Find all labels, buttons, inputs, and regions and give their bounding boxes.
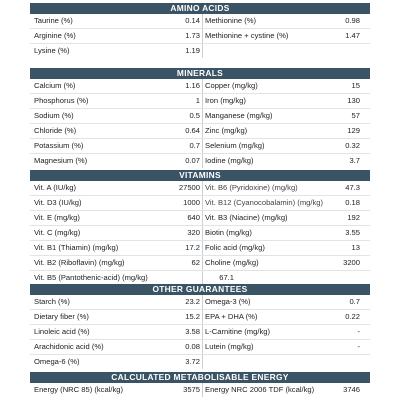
row-label: Energy (NRC 85) (kcal/kg) (34, 385, 124, 394)
table-row (30, 211, 370, 226)
row-value: 67.1 (219, 273, 234, 282)
row-label: Potassium (%) (34, 141, 84, 150)
row-value: 1.19 (185, 46, 200, 55)
row-label: Vit. D3 (IU/kg) (34, 198, 82, 207)
row-value: 1 (195, 96, 200, 105)
section-body (30, 79, 370, 168)
row-value: 23.2 (185, 297, 200, 306)
row-label: Folic acid (mg/kg) (205, 243, 265, 252)
row-label: Magnesium (%) (34, 156, 88, 165)
section-header: OTHER GUARANTEES (30, 284, 370, 295)
row-label: Lutein (mg/kg) (205, 342, 254, 351)
row-label: Vit. B6 (Pyridoxine) (mg/kg) (205, 183, 298, 192)
row-value: 0.5 (189, 111, 200, 120)
table-row (30, 109, 370, 124)
row-value: 0.7 (189, 141, 200, 150)
row-label: Taurine (%) (34, 16, 73, 25)
row-label: Sodium (%) (34, 111, 74, 120)
row-value: 0.32 (345, 141, 360, 150)
row-label: Vit. C (mg/kg) (34, 228, 81, 237)
row-value: 3200 (343, 258, 360, 267)
row-value: 320 (187, 228, 200, 237)
row-value: 57 (351, 111, 360, 120)
row-value: 3.7 (349, 156, 360, 165)
row-label: Dietary fiber (%) (34, 312, 89, 321)
section-header: CALCULATED METABOLISABLE ENERGY (30, 372, 370, 383)
row-label: Methionine + cystine (%) (205, 31, 289, 40)
row-label: Manganese (mg/kg) (205, 111, 273, 120)
section-header: MINERALS (30, 68, 370, 79)
row-value: 192 (347, 213, 360, 222)
row-label: Calcium (%) (34, 81, 76, 90)
row-label: Phosphorus (%) (34, 96, 89, 105)
row-label: Omega-3 (%) (205, 297, 251, 306)
row-value: 0.14 (185, 16, 200, 25)
table-row (30, 325, 370, 340)
section-header: AMINO ACIDS (30, 3, 370, 14)
row-value: 1.73 (185, 31, 200, 40)
table-row (30, 79, 370, 94)
row-label: Zinc (mg/kg) (205, 126, 248, 135)
table-row (30, 29, 370, 44)
section-body (30, 383, 370, 397)
table-row (30, 154, 370, 168)
table-row (30, 355, 370, 369)
row-label: Vit. B12 (Cyanocobalamin) (mg/kg) (205, 198, 324, 207)
table-row (30, 340, 370, 355)
table-row (30, 14, 370, 29)
table-row (30, 44, 370, 58)
row-value: 0.22 (345, 312, 360, 321)
row-label: Vit. E (mg/kg) (34, 213, 80, 222)
row-label: Lysine (%) (34, 46, 70, 55)
table-row (30, 295, 370, 310)
table-row (30, 139, 370, 154)
table-row (30, 271, 370, 285)
row-label: Arginine (%) (34, 31, 76, 40)
row-label: Selenium (mg/kg) (205, 141, 265, 150)
row-value: 15.2 (185, 312, 200, 321)
row-value: - (357, 327, 360, 336)
row-value: 3575 (183, 385, 200, 394)
row-value: 1000 (183, 198, 200, 207)
row-value: 3746 (343, 385, 360, 394)
table-row (30, 181, 370, 196)
row-label: Vit. B2 (Riboflavin) (mg/kg) (34, 258, 125, 267)
row-value: 15 (351, 81, 360, 90)
row-label: Copper (mg/kg) (205, 81, 258, 90)
table-row (30, 241, 370, 256)
row-value: 0.98 (345, 16, 360, 25)
row-value: - (357, 342, 360, 351)
row-label: Choline (mg/kg) (205, 258, 259, 267)
row-value: 13 (351, 243, 360, 252)
section-header: VITAMINS (30, 170, 370, 181)
row-value: 130 (347, 96, 360, 105)
table-row (30, 196, 370, 211)
section-minerals (30, 68, 370, 168)
row-label: Biotin (mg/kg) (205, 228, 252, 237)
row-value: 0.64 (185, 126, 200, 135)
section-amino-acids (30, 3, 370, 58)
row-label: Iodine (mg/kg) (205, 156, 254, 165)
row-label: Arachidonic acid (%) (34, 342, 104, 351)
row-label: EPA + DHA (%) (205, 312, 258, 321)
row-value: 3.55 (345, 228, 360, 237)
row-value: 62 (191, 258, 200, 267)
row-value: 0.08 (185, 342, 200, 351)
row-label: Omega-6 (%) (34, 357, 80, 366)
row-label: Methionine (%) (205, 16, 257, 25)
section-body (30, 295, 370, 369)
table-row (30, 256, 370, 271)
row-value: 0.7 (349, 297, 360, 306)
row-value: 640 (187, 213, 200, 222)
table-row (30, 226, 370, 241)
section-metabolisable-energy (30, 372, 370, 397)
row-label: L-Carnitine (mg/kg) (205, 327, 270, 336)
section-vitamins (30, 170, 370, 285)
table-row (30, 310, 370, 325)
row-value: 0.07 (185, 156, 200, 165)
row-value: 3.58 (185, 327, 200, 336)
row-label: Chloride (%) (34, 126, 77, 135)
section-other-guarantees (30, 284, 370, 369)
row-label: Starch (%) (34, 297, 70, 306)
row-label: Vit. B1 (Thiamin) (mg/kg) (34, 243, 119, 252)
row-value: 1.16 (185, 81, 200, 90)
row-label: Vit. B5 (Pantothenic-acid) (mg/kg) (34, 273, 148, 282)
table-row (30, 94, 370, 109)
row-label: Vit. A (IU/kg) (34, 183, 77, 192)
row-value: 27500 (178, 183, 200, 192)
row-label: Iron (mg/kg) (205, 96, 246, 105)
table-row (30, 124, 370, 139)
section-body (30, 14, 370, 58)
row-value: 17.2 (185, 243, 200, 252)
row-value: 129 (347, 126, 360, 135)
row-value: 0.18 (345, 198, 360, 207)
row-label: Energy NRC 2006 TDF (kcal/kg) (205, 385, 315, 394)
row-value: 3.72 (185, 357, 200, 366)
row-value: 47.3 (345, 183, 360, 192)
row-value: 1.47 (345, 31, 360, 40)
table-row (30, 383, 370, 397)
row-label: Vit. B3 (Niacine) (mg/kg) (205, 213, 288, 222)
row-label: Linoleic acid (%) (34, 327, 90, 336)
section-body (30, 181, 370, 285)
